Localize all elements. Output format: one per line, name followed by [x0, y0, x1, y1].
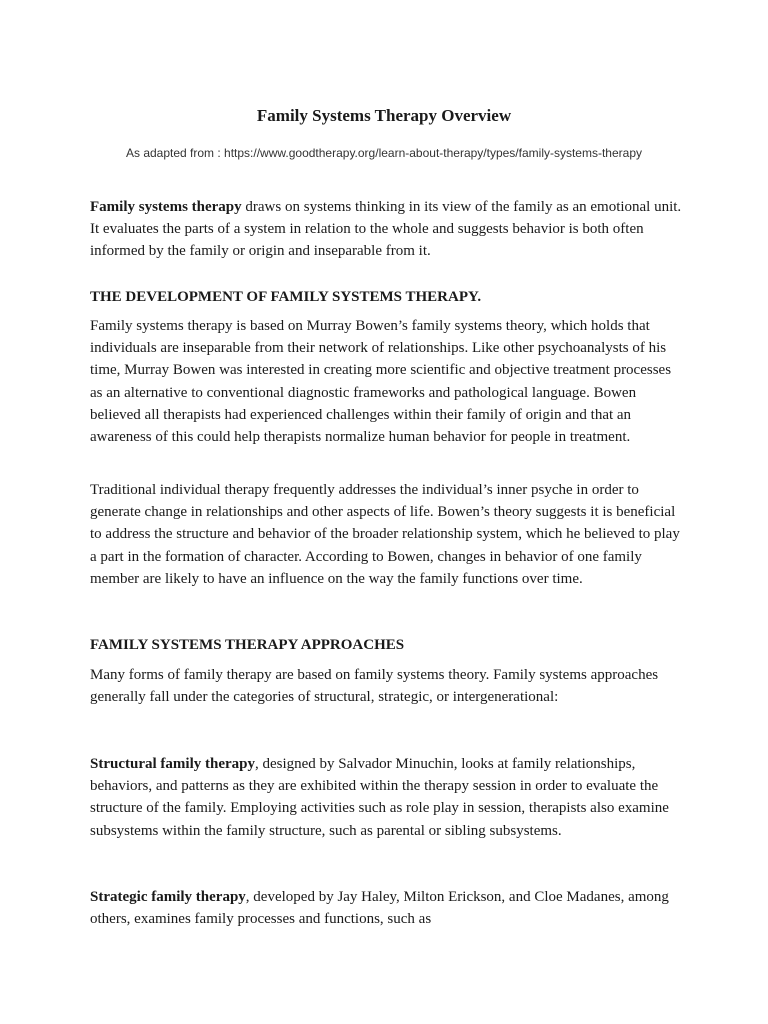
structural-term: Structural family therapy [90, 756, 255, 772]
approaches-paragraph: Many forms of family therapy are based on family systems theory. Family systems approaches generally fall under the categories of structural, strategic, or intergenerational: [90, 667, 659, 706]
intro-paragraph [90, 196, 682, 263]
strategic-therapy-paragraph [90, 886, 682, 930]
development-heading: THE DEVELOPMENT OF FAMILY SYSTEMS THERAPY. [90, 289, 482, 305]
strategic-term: Strategic family therapy [90, 889, 246, 905]
development-paragraph-2: Traditional individual therapy frequently addresses the individual’s inner psyche in order to generate change in relationships and other aspects of life. Bowen’s theory suggests it is beneficial to address the structure and behavior of the broader relationship system, which he believed to play a part in the formation of character. According to Bowen, changes in behavior of one family member are likely to have an influence on the way the family functions over time. [90, 482, 680, 587]
structural-therapy-paragraph [90, 753, 682, 842]
intro-term: Family systems therapy [90, 199, 242, 215]
source-attribution: As adapted from : https://www.goodtherapy.org/learn-about-therapy/types/family-systems-therapy [125, 146, 643, 160]
approaches-heading: FAMILY SYSTEMS THERAPY APPROACHES [90, 637, 405, 653]
strategic-text: , developed by Jay Haley, Milton Erickson, and Cloe Madanes, among others, examines family processes and functions, such as [90, 889, 669, 928]
document-title: Family Systems Therapy Overview [256, 106, 512, 125]
intro-text: draws on systems thinking in its view of the family as an emotional unit. It evaluates the parts of a system in relation to the whole and suggests behavior is both often informed by the family or origin and inseparable from it. [90, 199, 682, 260]
structural-text: , designed by Salvador Minuchin, looks at family relationships, behaviors, and patterns as they are exhibited within the therapy session in order to evaluate the structure of the family. Employing activities such as role play in session, therapists also examine subsystems within the family structure, such as parental or sibling subsystems. [90, 756, 669, 839]
development-paragraph-1: Family systems therapy is based on Murray Bowen’s family systems theory, which holds that individuals are inseparable from their network of relationships. Like other psychoanalysts of his time, Murray Bowen was interested in creating more scientific and objective treatment processes as an alternative to conventional diagnostic frameworks and pathological language. Bowen believed all therapists had experienced challenges within their family of origin and that an awareness of this could help therapists normalize human behavior for people in treatment. [90, 318, 672, 446]
